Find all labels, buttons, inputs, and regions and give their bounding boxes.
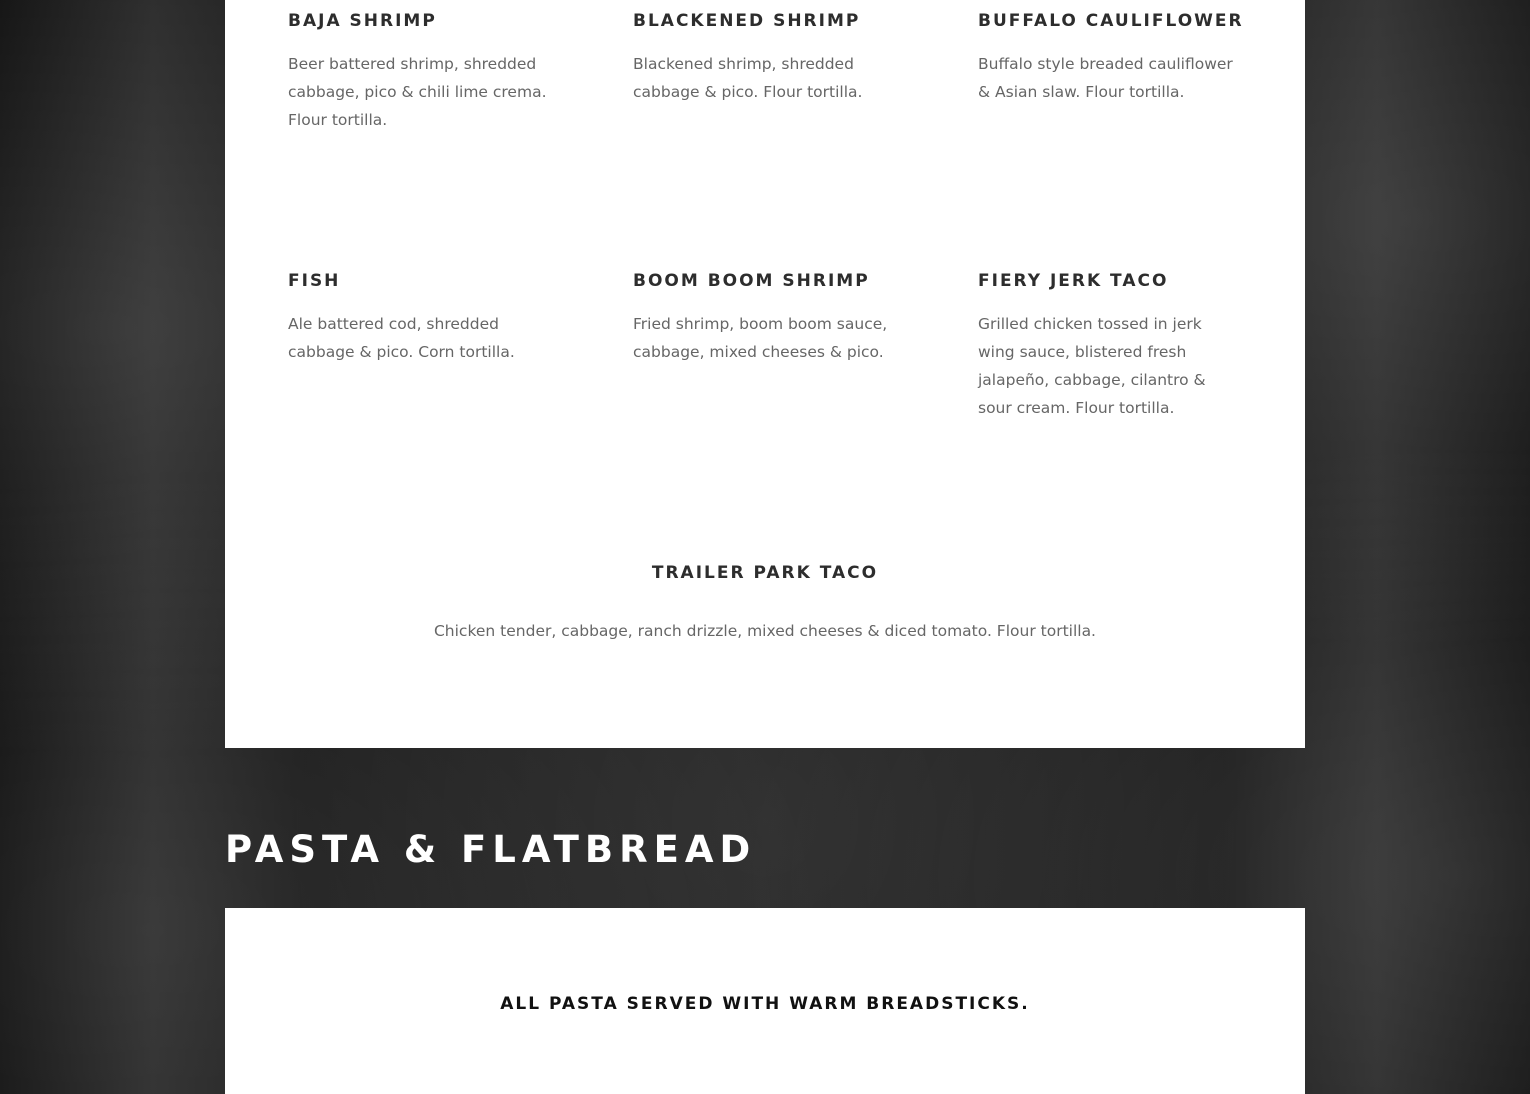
menu-item-description: Fried shrimp, boom boom sauce, cabbage, mixed cheeses & pico.: [633, 315, 888, 361]
section-title-pasta-flatbread: PASTA & FLATBREAD: [225, 828, 757, 871]
menu-item-title: BOOM BOOM SHRIMP: [633, 271, 870, 291]
menu-item-trailer-park-taco: [225, 562, 1305, 645]
menu-item-boom-boom-shrimp: [633, 270, 895, 366]
menu-item-title: TRAILER PARK TACO: [651, 563, 879, 583]
menu-item-description: Blackened shrimp, shredded cabbage & pico. Flour tortilla.: [633, 55, 863, 101]
menu-item-title: BAJA SHRIMP: [288, 11, 437, 31]
menu-item-blackened-shrimp: [633, 10, 895, 106]
menu-item-description: Chicken tender, cabbage, ranch drizzle, mixed cheeses & diced tomato. Flour tortilla.: [433, 622, 1096, 640]
menu-item-description: Beer battered shrimp, shredded cabbage, pico & chili lime crema. Flour tortilla.: [288, 55, 547, 129]
taco-menu-card: [225, 0, 1305, 748]
menu-item-description: Grilled chicken tossed in jerk wing sauce, blistered fresh jalapeño, cabbage, cilantro & sour cream. Flour tortilla.: [978, 315, 1206, 417]
menu-item-fish: [288, 270, 550, 366]
menu-item-description: Ale battered cod, shredded cabbage & pico. Corn tortilla.: [288, 315, 515, 361]
menu-item-fiery-jerk-taco: [978, 270, 1240, 422]
menu-item-baja-shrimp: [288, 10, 550, 134]
menu-item-description: Buffalo style breaded cauliflower & Asian slaw. Flour tortilla.: [978, 55, 1233, 101]
menu-item-title: BUFFALO CAULIFLOWER: [978, 11, 1244, 31]
pasta-note: ALL PASTA SERVED WITH WARM BREADSTICKS.: [500, 994, 1030, 1014]
menu-item-buffalo-cauliflower: [978, 10, 1244, 106]
pasta-menu-card: [225, 908, 1305, 1094]
menu-item-title: BLACKENED SHRIMP: [633, 11, 861, 31]
menu-item-title: FISH: [288, 271, 341, 291]
menu-item-title: FIERY JERK TACO: [978, 271, 1169, 291]
